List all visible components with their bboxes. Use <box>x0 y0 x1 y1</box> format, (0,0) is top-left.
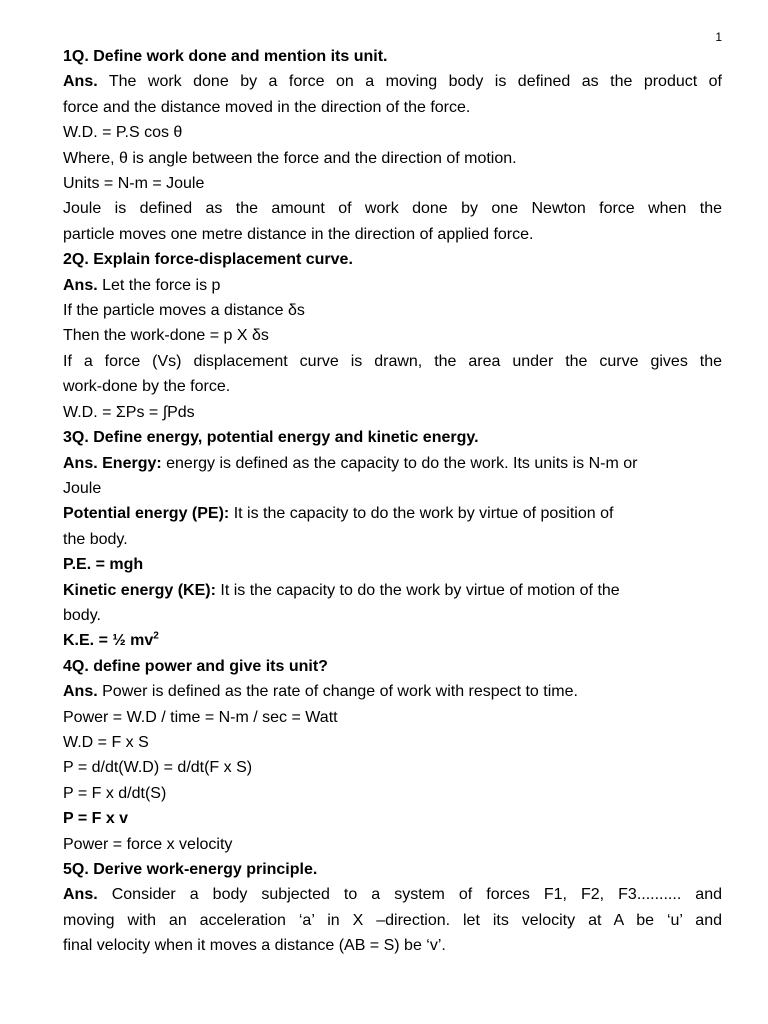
q1-where: Where, θ is angle between the force and the direction of motion. <box>63 149 517 167</box>
answer-text: Let the force is p <box>97 276 221 294</box>
q2-line-2: If the particle moves a distance δs <box>63 302 305 320</box>
q1-joule-line-1: Joule is defined as the amount of work done by one Newton force when the <box>63 200 722 218</box>
page-number: 1 <box>715 30 722 44</box>
q4-line-6: P = F x v <box>63 810 129 828</box>
q3-ke-formula <box>63 628 722 653</box>
pe-text: It is the capacity to do the work by virtue of position of <box>229 505 614 523</box>
q1-joule-line-2: particle moves one metre distance in the direction of applied force. <box>63 225 534 243</box>
answer-label: Ans. <box>63 276 98 294</box>
q1-answer-line-2: force and the distance moved in the direction of the force. <box>63 98 471 116</box>
q4-line-4: P = d/dt(W.D) = d/dt(F x S) <box>63 759 253 777</box>
q4-line-2: Power = W.D / time = N-m / sec = Watt <box>63 708 338 726</box>
q3-pe-formula: P.E. = mgh <box>63 556 144 574</box>
q3-pe-line-1 <box>63 501 722 526</box>
q1-units: Units = N-m = Joule <box>63 175 205 193</box>
answer-label: Ans. <box>63 683 98 701</box>
q4-line-3: W.D = F x S <box>63 733 149 751</box>
ke-text: It is the capacity to do the work by virtue of motion of the <box>215 581 620 599</box>
answer-label: Ans. <box>63 454 98 472</box>
pe-label: Potential energy (PE): <box>63 505 230 523</box>
q4-line-5: P = F x d/dt(S) <box>63 784 167 802</box>
question-3-title: 3Q. Define energy, potential energy and kinetic energy. <box>63 429 479 447</box>
ke-label: Kinetic energy (KE): <box>63 581 216 599</box>
q3-energy-line-2: Joule <box>63 479 102 497</box>
q1-formula: W.D. = P.S cos θ <box>63 124 183 142</box>
q4-line-7: Power = force x velocity <box>63 835 233 853</box>
q5-line-3: final velocity when it moves a distance (AB = S) be ‘v’. <box>63 937 446 955</box>
ke-formula-exponent: 2 <box>153 631 159 643</box>
q2-line-3: Then the work-done = p X δs <box>63 327 269 345</box>
q2-formula: W.D. = ΣPs = ∫Pds <box>63 403 195 421</box>
q3-pe-line-2: the body. <box>63 530 128 548</box>
question-1-title: 1Q. Define work done and mention its unit. <box>63 48 388 65</box>
energy-label: Energy: <box>97 454 162 472</box>
answer-text: Consider a body subjected to a system of forces F1, F2, F3.......... and <box>97 886 722 904</box>
q3-energy-line-1 <box>63 451 722 476</box>
q2-line-5: work-done by the force. <box>63 378 231 396</box>
answer-text: Power is defined as the rate of change of work with respect to time. <box>97 683 578 701</box>
answer-text: The work done by a force on a moving body is defined as the product of <box>97 73 722 91</box>
q3-ke-line-2: body. <box>63 606 101 624</box>
answer-label: Ans. <box>63 73 98 91</box>
q2-answer-line-1 <box>63 273 722 298</box>
q2-line-4: If a force (Vs) displacement curve is drawn, the area under the curve gives the <box>63 352 722 370</box>
q5-answer-line-1 <box>63 882 722 907</box>
q4-answer-line-1 <box>63 679 722 704</box>
question-4-title: 4Q. define power and give its unit? <box>63 657 328 675</box>
question-5-title: 5Q. Derive work-energy principle. <box>63 861 318 878</box>
q5-line-2: moving with an acceleration ‘a’ in X –direction. let its velocity at A be ‘u’ and <box>63 911 722 929</box>
document-body <box>63 44 722 959</box>
ke-formula-text: K.E. = ½ mv <box>63 632 154 650</box>
question-2-title: 2Q. Explain force-displacement curve. <box>63 251 353 269</box>
q1-answer-line-1 <box>63 69 722 94</box>
answer-label: Ans. <box>63 886 98 904</box>
energy-text: energy is defined as the capacity to do the work. Its units is N-m or <box>161 454 638 472</box>
q3-ke-line-1 <box>63 578 722 603</box>
